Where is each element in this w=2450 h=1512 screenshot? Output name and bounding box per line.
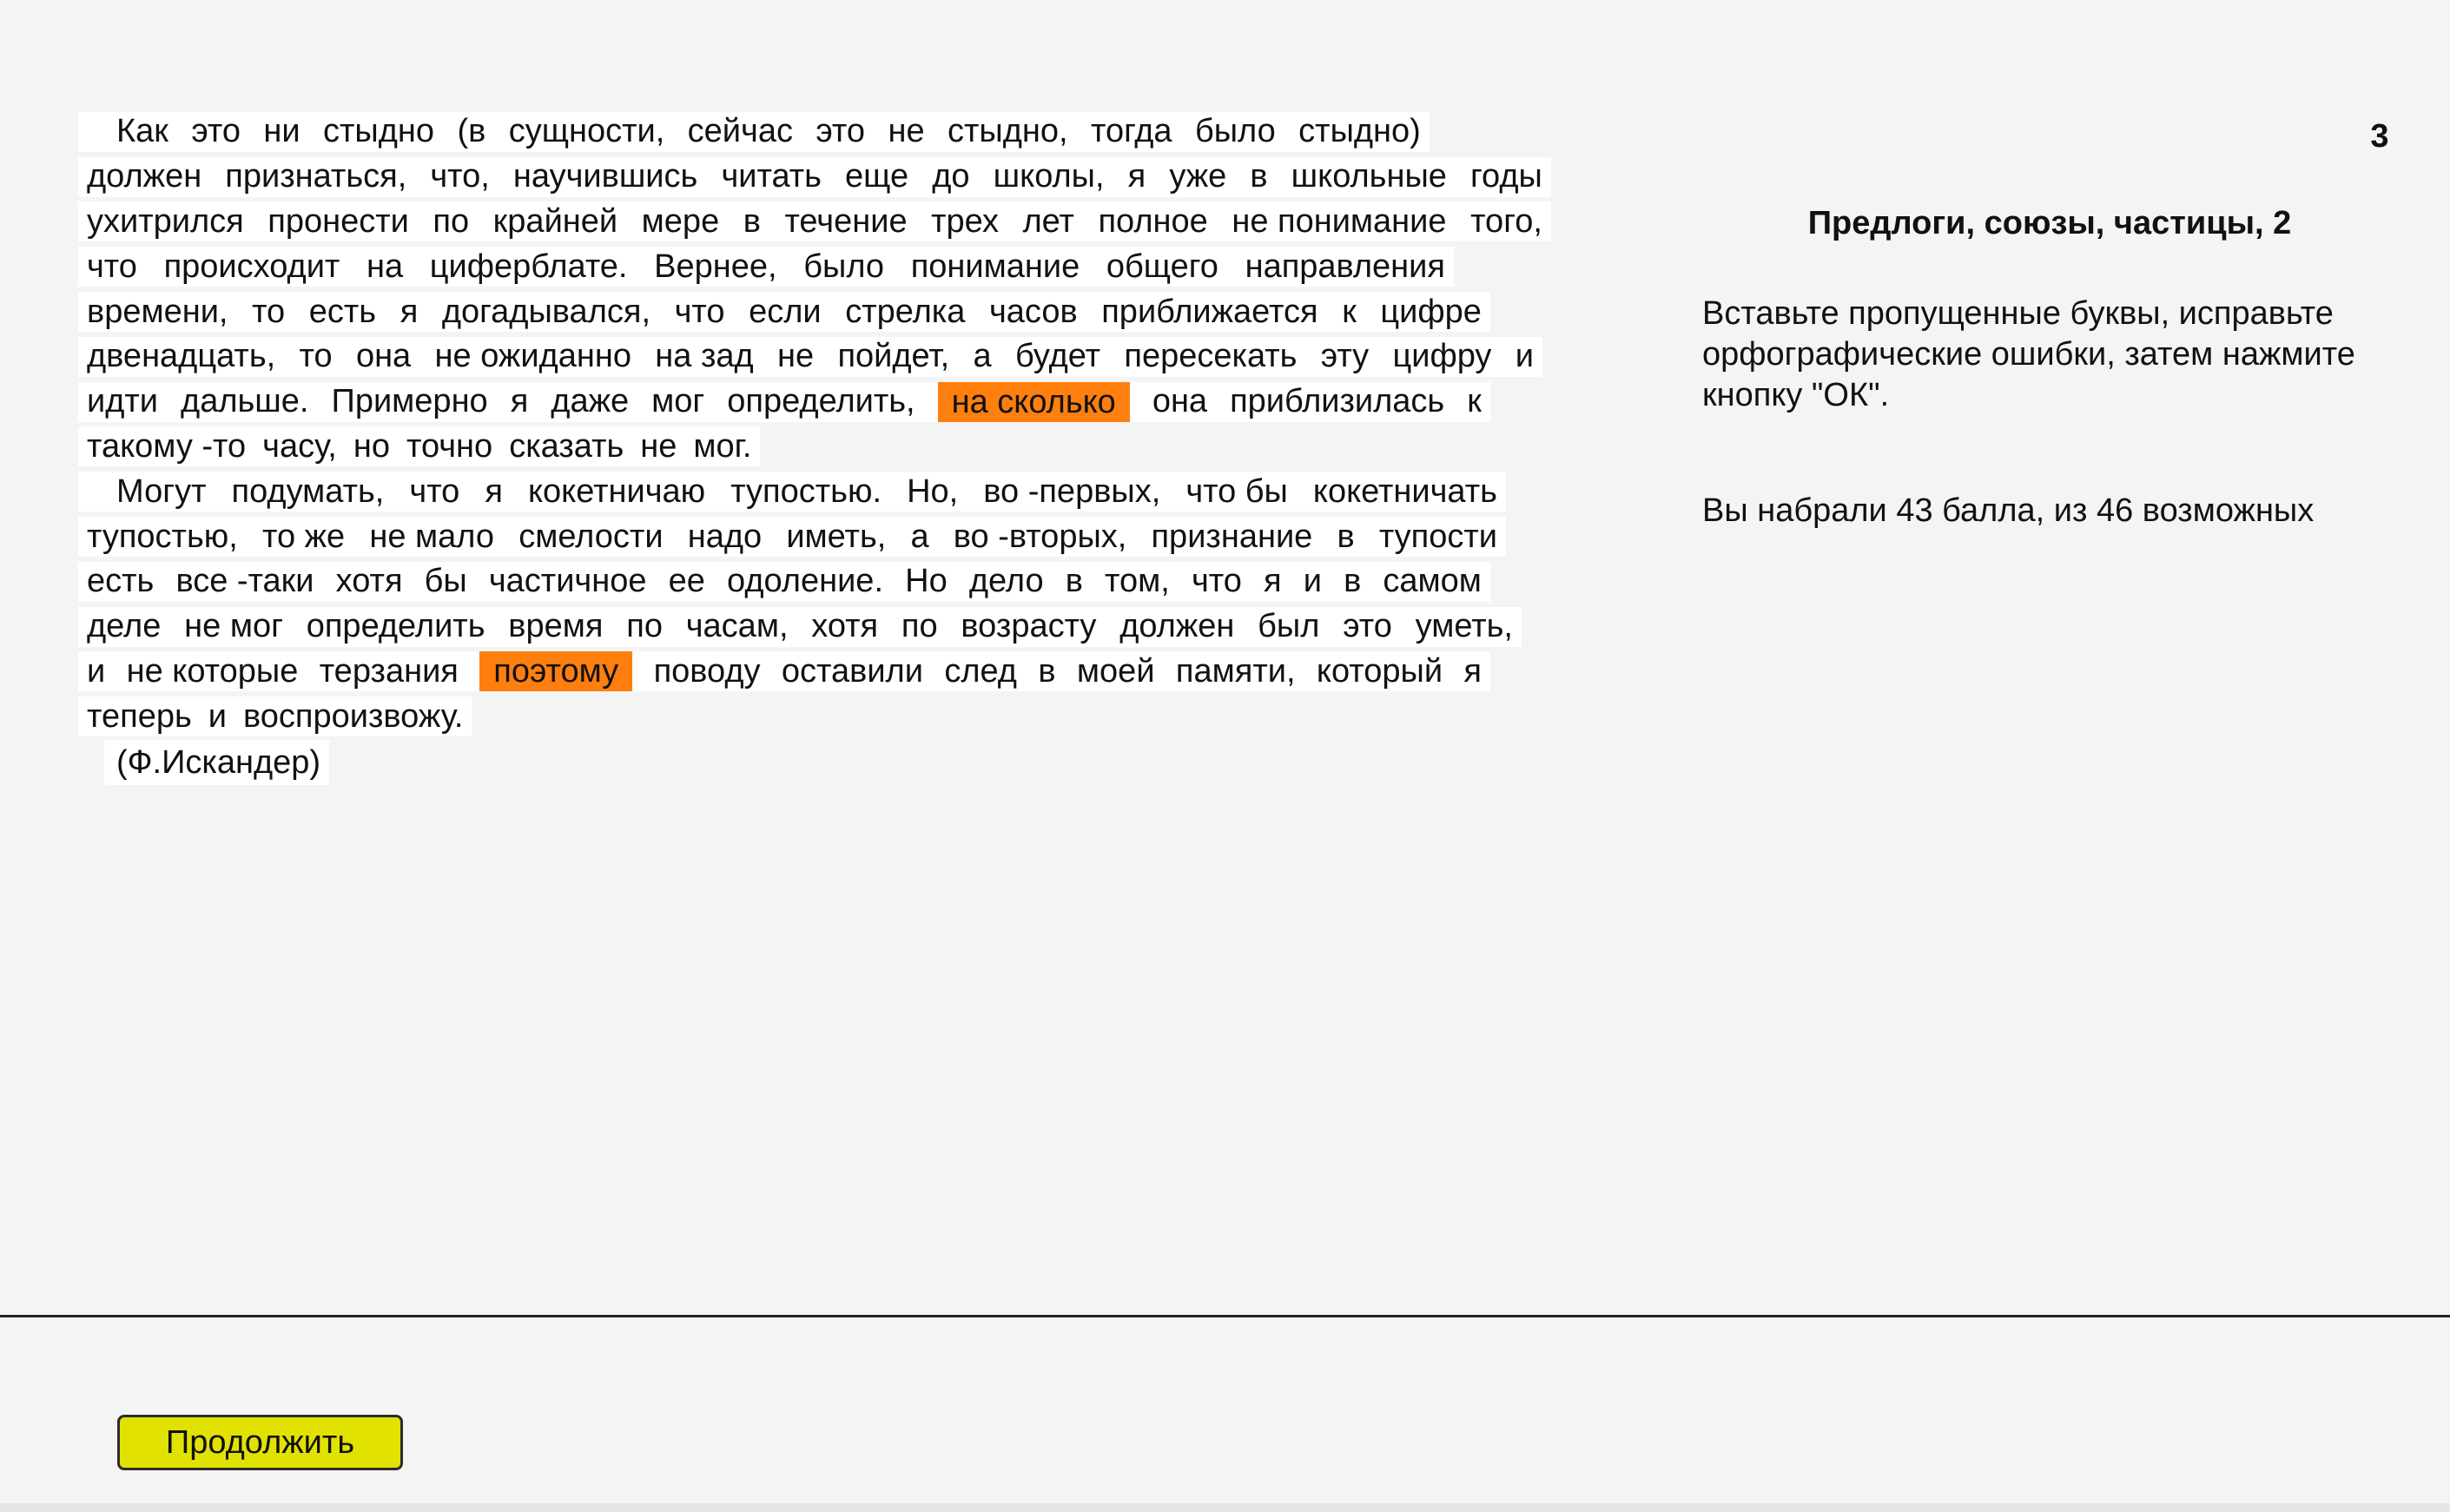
footer-divider (0, 1315, 2450, 1317)
text-line-content (78, 247, 1454, 287)
word: и (208, 697, 227, 735)
word: на (366, 248, 404, 285)
page-number: 3 (2370, 118, 2389, 155)
word: по (901, 608, 938, 645)
word: понимание (910, 248, 1080, 285)
word: приблизилась (1230, 383, 1445, 420)
word: а (910, 518, 929, 555)
word: определить (306, 608, 485, 645)
word: циферблате. (429, 248, 628, 285)
word: терзания (319, 652, 459, 690)
word: стыдно) (1298, 113, 1421, 150)
word: к (1342, 293, 1357, 330)
word: Как (116, 113, 168, 150)
word: на зад (655, 338, 754, 375)
text-author: (Ф.Искандер) (104, 740, 329, 785)
word: и (1303, 563, 1322, 600)
word: еще (845, 158, 909, 195)
word: надо (687, 518, 763, 555)
word: школы, (993, 158, 1105, 195)
word: частичное (488, 563, 647, 600)
text-line-content (78, 426, 760, 466)
word: том, (1105, 563, 1170, 600)
word: поводу (653, 652, 761, 690)
word: смелости (518, 518, 664, 555)
word: что (1191, 563, 1242, 600)
word: мог. (693, 427, 752, 465)
word: сейчас (687, 113, 793, 150)
word: будет (1014, 338, 1101, 375)
word: не мог (184, 608, 283, 645)
word: в (1250, 158, 1268, 195)
word: времени, (87, 293, 228, 330)
text-line-content (78, 472, 1506, 512)
text-line (78, 289, 1572, 334)
word: мере (641, 202, 720, 240)
word: трех (931, 202, 999, 240)
word: даже (551, 383, 630, 420)
word: и (1515, 338, 1534, 375)
word: течение (784, 202, 908, 240)
word: годы (1470, 158, 1542, 195)
word: в (1337, 518, 1355, 555)
text-line-content (78, 651, 1490, 691)
word: ни (263, 113, 300, 150)
word: я (1264, 563, 1282, 600)
word: во -вторых, (953, 518, 1127, 555)
word: я (485, 472, 503, 510)
word: что (674, 293, 725, 330)
word: тупостью. (730, 472, 882, 510)
word: приближается (1101, 293, 1318, 330)
text-line (78, 155, 1572, 200)
word: уже (1169, 158, 1227, 195)
word: ее (668, 563, 705, 600)
text-line (78, 425, 1572, 470)
word: читать (721, 158, 822, 195)
word: часов (988, 293, 1078, 330)
text-line (78, 604, 1572, 650)
task-title: Предлоги, союзы, частицы, 2 (1807, 205, 2292, 241)
word: моей (1076, 652, 1155, 690)
bottom-strip (0, 1503, 2450, 1512)
word: цифру (1392, 338, 1492, 375)
text-line-content (78, 337, 1542, 377)
text-line-content (78, 697, 472, 736)
word: полное (1098, 202, 1208, 240)
text-line-content (78, 292, 1490, 332)
word: лет (1022, 202, 1074, 240)
word: по (626, 608, 663, 645)
word: сказать (509, 427, 624, 465)
word: пронести (267, 202, 409, 240)
text-line (78, 650, 1572, 695)
word: часам, (685, 608, 789, 645)
task-instructions: Вставьте пропущенные буквы, исправьте орфографические ошибки, затем нажмите кнопку "ОК". (1702, 295, 2355, 413)
word: время (508, 608, 604, 645)
word: тупостью, (87, 518, 238, 555)
word: что (87, 248, 137, 285)
word: в (1038, 652, 1056, 690)
text-line (78, 244, 1572, 289)
word: кокетничаю (527, 472, 706, 510)
text-line (78, 334, 1572, 380)
text-line-content (78, 562, 1490, 602)
word: не ожиданно (434, 338, 631, 375)
word: хотя (335, 563, 403, 600)
word: школьные (1291, 158, 1447, 195)
word: не (640, 427, 677, 465)
word: это (816, 113, 866, 150)
word: что бы (1185, 472, 1288, 510)
word: происходит (163, 248, 340, 285)
word: который (1316, 652, 1443, 690)
word: было (803, 248, 885, 285)
word: крайней (492, 202, 618, 240)
exercise-text (78, 109, 1572, 739)
word: в (743, 202, 761, 240)
word: был (1258, 608, 1320, 645)
word: не которые (126, 652, 299, 690)
word: все -таки (175, 563, 314, 600)
word: эту (1320, 338, 1370, 375)
word: теперь (87, 697, 192, 735)
text-line (78, 694, 1572, 739)
text-line (78, 200, 1572, 245)
word: это (191, 113, 241, 150)
word: должен (1119, 608, 1235, 645)
word: но (353, 427, 390, 465)
text-line-content (78, 201, 1551, 241)
word: пойдет, (837, 338, 950, 375)
word: должен (87, 158, 202, 195)
word: бы (424, 563, 467, 600)
text-line (78, 469, 1572, 514)
word: она (355, 338, 412, 375)
score-result: Вы набрали 43 балла, из 46 возможных (1702, 492, 2315, 529)
word: ухитрился (87, 202, 244, 240)
word: того, (1470, 202, 1542, 240)
text-line-content (78, 157, 1551, 197)
word: двенадцать, (87, 338, 276, 375)
word: самом (1383, 563, 1482, 600)
word: я (510, 383, 529, 420)
word: дело (968, 563, 1044, 600)
word: Вернее, (654, 248, 777, 285)
word: точно (406, 427, 493, 465)
word: я (1127, 158, 1146, 195)
word: пересекать (1124, 338, 1298, 375)
word: я (400, 293, 419, 330)
word: кокетничать (1312, 472, 1497, 510)
word: было (1194, 113, 1276, 150)
word: научившись (512, 158, 698, 195)
word: стыдно, (947, 113, 1068, 150)
word: я (1463, 652, 1482, 690)
word: одоление. (727, 563, 883, 600)
text-line-content (78, 112, 1430, 152)
word: это (1343, 608, 1392, 645)
text-line (78, 380, 1572, 425)
word: догадывался, (441, 293, 650, 330)
text-line-content (78, 607, 1522, 647)
word: Могут (116, 472, 207, 510)
word: признаться, (225, 158, 407, 195)
word: подумать, (231, 472, 385, 510)
word: тупости (1378, 518, 1497, 555)
text-line-content (78, 382, 1490, 422)
word: в (1344, 563, 1362, 600)
word: не мало (369, 518, 495, 555)
word: Но (905, 563, 948, 600)
text-line (78, 559, 1572, 604)
word: не (777, 338, 815, 375)
word: часу, (262, 427, 337, 465)
word: она (1152, 383, 1208, 420)
word: сущности, (508, 113, 665, 150)
continue-button[interactable]: Продолжить (117, 1415, 403, 1470)
word: что (409, 472, 460, 510)
word: не (888, 113, 925, 150)
word: есть (308, 293, 377, 330)
word: определить, (727, 383, 915, 420)
word: если (749, 293, 822, 330)
word: след (944, 652, 1017, 690)
word: есть (87, 563, 155, 600)
word: уметь, (1415, 608, 1513, 645)
word: дальше. (181, 383, 309, 420)
text-line (78, 514, 1572, 559)
text-line-content (78, 517, 1506, 557)
word: иметь, (786, 518, 887, 555)
word: не понимание (1232, 202, 1447, 240)
highlighted-error-word[interactable]: поэтому (479, 651, 632, 691)
word: тогда (1090, 113, 1172, 150)
word: признание (1151, 518, 1313, 555)
word: деле (87, 608, 162, 645)
word: возрасту (961, 608, 1097, 645)
word: в (1065, 563, 1083, 600)
word: идти (87, 383, 159, 420)
word: оставили (781, 652, 923, 690)
word: Но, (907, 472, 959, 510)
word: (в (457, 113, 486, 150)
word: памяти, (1175, 652, 1296, 690)
word: во -первых, (983, 472, 1161, 510)
word: Примерно (331, 383, 488, 420)
word: такому -то (87, 427, 247, 465)
text-line (78, 109, 1572, 155)
word: мог (651, 383, 705, 420)
word: стрелка (845, 293, 966, 330)
word: что, (430, 158, 490, 195)
word: то (252, 293, 286, 330)
word: по (433, 202, 470, 240)
word: направления (1245, 248, 1445, 285)
word: то же (261, 518, 346, 555)
word: общего (1106, 248, 1218, 285)
word: воспроизвожу. (243, 697, 464, 735)
word: к (1467, 383, 1482, 420)
word: то (299, 338, 333, 375)
word: а (973, 338, 992, 375)
highlighted-error-word[interactable]: на сколько (938, 382, 1130, 422)
word: хотя (811, 608, 879, 645)
word: стыдно (323, 113, 435, 150)
word: цифре (1380, 293, 1482, 330)
word: и (87, 652, 106, 690)
word: до (932, 158, 970, 195)
